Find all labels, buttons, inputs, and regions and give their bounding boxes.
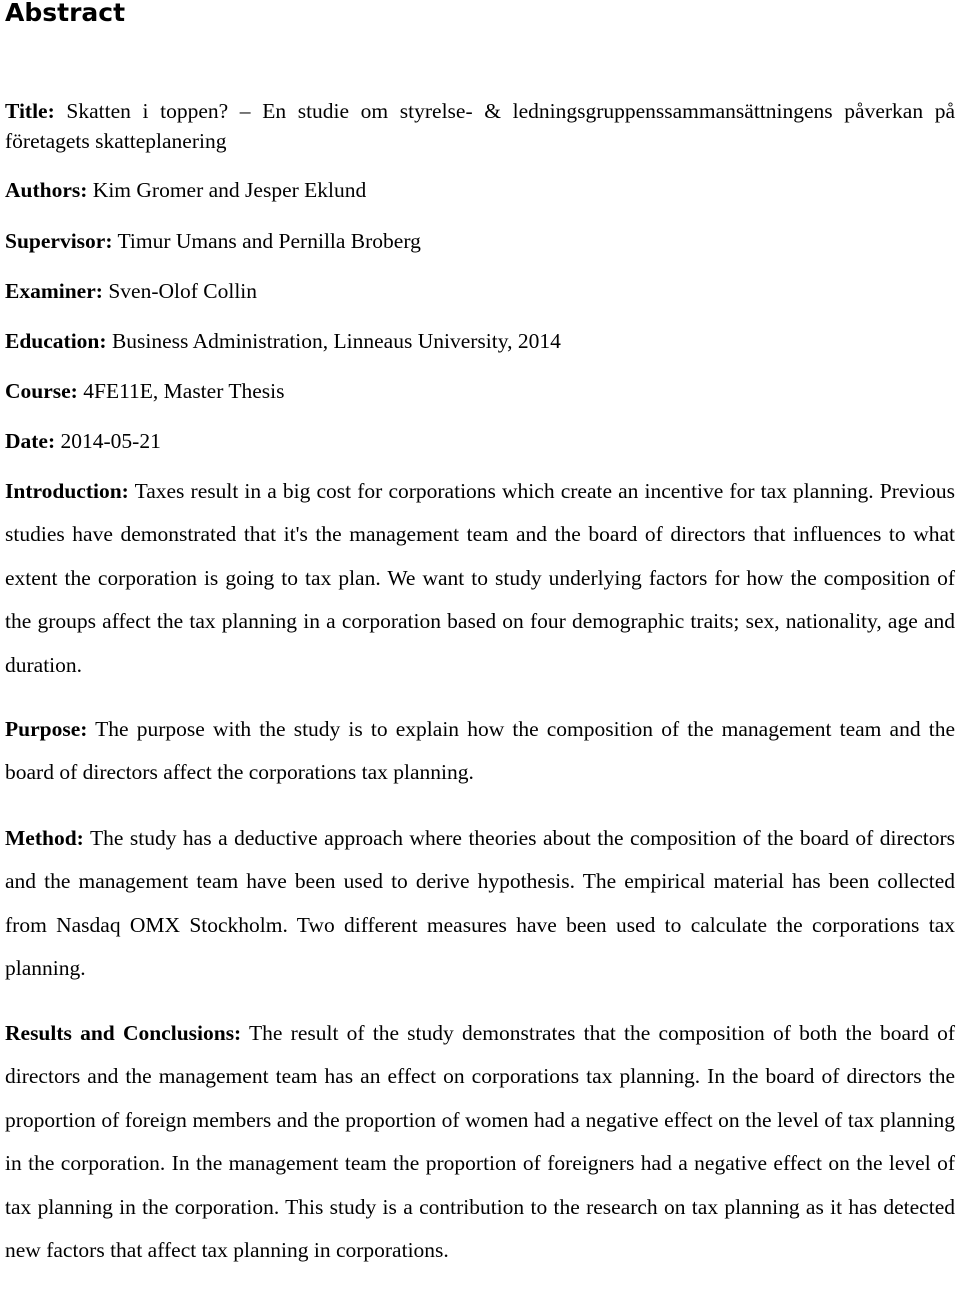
results-section [5, 1012, 955, 1272]
method-section [5, 817, 955, 991]
examiner-field [5, 276, 955, 306]
results-label: Results and Conclusions: [5, 1021, 242, 1045]
page-heading: Abstract [5, 0, 126, 27]
introduction-section [5, 470, 955, 687]
education-value: Business Administration, Linneaus University, 2014 [111, 329, 561, 353]
authors-field [5, 175, 955, 205]
title-value: Skatten i toppen? – En studie om styrelse- & ledningsgruppenssammansättningens påverkan på företagets skatteplanering [5, 99, 955, 153]
authors-value: Kim Gromer and Jesper Eklund [92, 178, 367, 202]
authors-label: Authors: [5, 178, 88, 202]
course-field [5, 376, 955, 406]
date-value: 2014-05-21 [60, 429, 161, 453]
date-label: Date: [5, 429, 56, 453]
examiner-label: Examiner: [5, 279, 103, 303]
supervisor-value: Timur Umans and Pernilla Broberg [117, 229, 421, 253]
course-label: Course: [5, 379, 78, 403]
supervisor-field [5, 226, 955, 256]
education-label: Education: [5, 329, 107, 353]
course-value: 4FE11E, Master Thesis [83, 379, 285, 403]
introduction-text: Taxes result in a big cost for corporations which create an incentive for tax planning. Previous studies have demonstrated that it's the management team and the board of directors that influences to what extent the corporation is going to tax plan. We want to study underlying factors for how the composition of the groups affect the tax planning in a corporation based on four demographic traits; sex, nationality, age and duration. [5, 479, 955, 677]
title-field [5, 96, 955, 156]
title-label: Title: [5, 99, 55, 123]
purpose-text: The purpose with the study is to explain how the composition of the management team and the board of directors affect the corporations tax planning. [5, 717, 955, 785]
education-field [5, 326, 955, 356]
introduction-label: Introduction: [5, 479, 129, 503]
examiner-value: Sven-Olof Collin [108, 279, 258, 303]
supervisor-label: Supervisor: [5, 229, 113, 253]
results-text: The result of the study demonstrates that the composition of both the board of directors and the management team has an effect on corporations tax planning. In the board of directors the proportion of foreign members and the proportion of women had a negative effect on the level of tax planning in the corporation. In the management team the proportion of foreigners had a negative effect on the level of tax planning in the corporation. This study is a contribution to the research on tax planning as it has detected new factors that affect tax planning in corporations. [5, 1021, 955, 1263]
purpose-label: Purpose: [5, 717, 88, 741]
method-label: Method: [5, 826, 84, 850]
purpose-section [5, 708, 955, 795]
date-field [5, 426, 955, 456]
method-text: The study has a deductive approach where theories about the composition of the board of directors and the management team have been used to derive hypothesis. The empirical material has been collected from Nasdaq OMX Stockholm. Two different measures have been used to calculate the corporations tax planning. [5, 826, 955, 981]
